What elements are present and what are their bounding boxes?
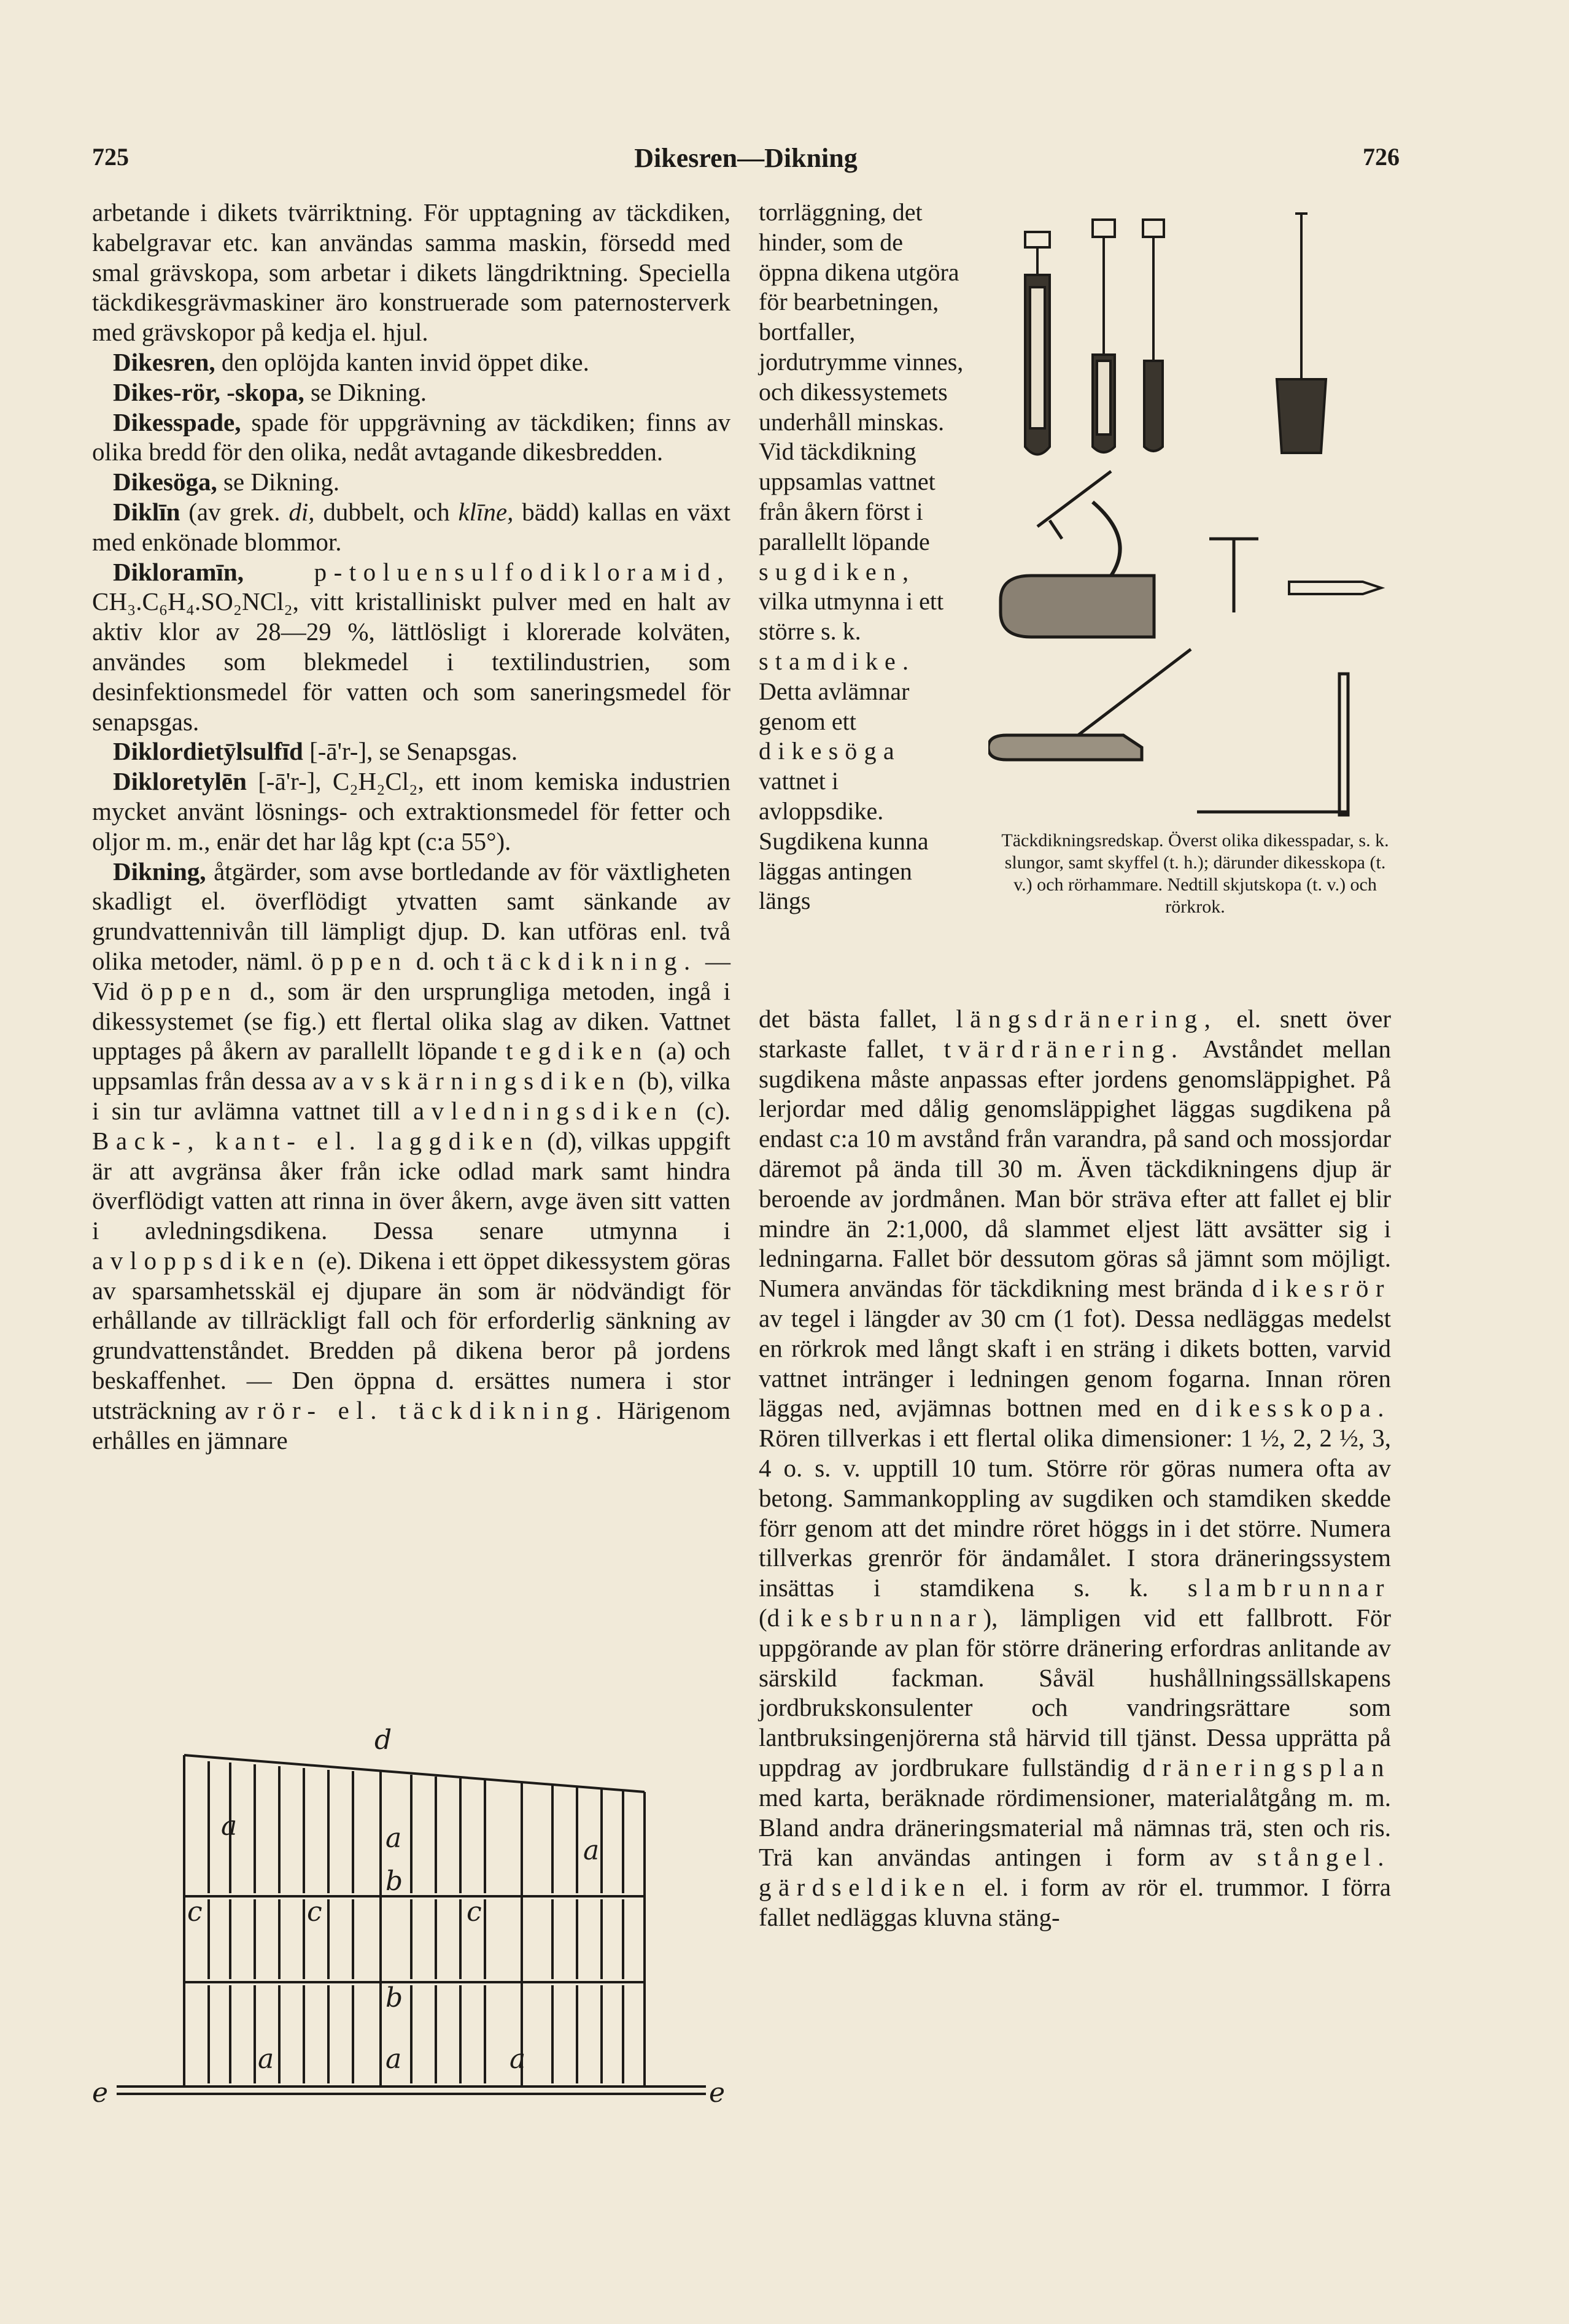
spaced-term: sugdiken,	[759, 557, 916, 585]
spaced-term: täckdikning.	[487, 946, 697, 975]
spaced-term: avloppsdiken	[92, 1246, 311, 1275]
italic-term: klīne,	[458, 497, 514, 526]
label-a: a	[258, 2044, 274, 2075]
page-number-right: 726	[1363, 143, 1400, 171]
label-c: c	[187, 1896, 203, 1928]
spaced-term: öppen	[311, 946, 408, 975]
label-e: e	[709, 2077, 726, 2109]
middle-column	[759, 198, 966, 916]
label-a: a	[385, 1823, 402, 1854]
entry-text: [-ā'r-], C₂H₂Cl₂, ett inom kemiska industrien mycket använt lösnings- och extraktionsmedel för fetter och oljor m. m., enär det har låg kpt (c:a 55°).	[92, 767, 730, 855]
pipe-hammer-icon	[1209, 539, 1258, 612]
entry-dikesspade	[92, 407, 730, 468]
label-c: c	[307, 1896, 322, 1928]
body-text: (	[759, 1603, 767, 1632]
entry-dikning	[92, 857, 730, 1456]
spaced-term: rör- el. täckdikning.	[257, 1396, 609, 1424]
headword: Dikesren,	[113, 347, 215, 376]
pipe-hook-icon	[1289, 582, 1381, 594]
label-e: e	[92, 2077, 109, 2109]
entry-text: se Dikning.	[217, 468, 340, 496]
spaced-term: öppen	[141, 976, 238, 1005]
entry-text: — Vid	[92, 946, 730, 1005]
running-header	[92, 142, 1400, 185]
spaced-term: dikesbrunnar	[767, 1603, 983, 1632]
headword: Dikesöga,	[113, 468, 217, 496]
label-d: d	[374, 1724, 392, 1756]
paragraph-continued	[759, 1004, 1391, 1932]
ditch-scoop-icon	[1001, 471, 1154, 637]
entry-text: (a) och uppsamlas från dessa av	[92, 1037, 730, 1095]
body-text: torrläggning, det hinder, som de öppna dikena utgöra för bearbetningen, bortfaller, jordutrymme vinnes, och dikessystemets underhåll minskas. Vid täckdikning uppsamlas vattnet från åkern först i parallellt löpande	[759, 198, 964, 555]
entry-text: (c).	[683, 1096, 730, 1125]
entry-dikloretylen	[92, 766, 730, 856]
running-title: Dikesren—Dikning	[634, 143, 858, 173]
entry-text: spade för uppgrävning av täckdiken; finns av olika bredd för den olika, nedåt avtagande dikesbredden.	[92, 407, 730, 466]
tegdiken-middle	[209, 1899, 623, 1979]
spaced-term: längsdränering,	[956, 1005, 1218, 1033]
entry-text: d., som är den ursprungliga metoden, ingå i dikessystemet (se fig.) ett flertal olika slag av diken. Vattnet upptages på åkern av parallellt löpande	[92, 976, 730, 1065]
spaced-term: Back-, kant- el. laggdiken	[92, 1126, 540, 1155]
body-text: av tegel i längder av 30 cm (1 fot). Dessa nedläggas medelst en rörkrok med långt skaft i en sträng i dikets botten, varvid vattnet intränger i ledningen genom fogarna. Innan rören läggas ned, avjämnas bottnen med en	[759, 1303, 1391, 1423]
body-text: vilka utmynna i ett större s. k.	[759, 587, 944, 646]
entry-text: (d), vilkas uppgift är att avgränsa åker från icke odlad mark samt hindra överflödigt vatten att rinna in över åkern, avge även sitt vatten i avledningsdikena. Dessa senare utmynna i	[92, 1126, 730, 1245]
entry-diklin	[92, 497, 730, 557]
spade-icon	[1143, 220, 1164, 451]
entry-text: dubbelt, och	[314, 497, 459, 526]
label-a: a	[385, 2044, 402, 2075]
label-a: a	[221, 1810, 238, 1842]
headword: Diklordietȳlsulfīd	[113, 737, 303, 766]
page-number-left: 725	[92, 143, 129, 171]
spaced-term: tegdiken	[506, 1037, 649, 1065]
spade-icon	[1093, 220, 1115, 452]
ditch-system-diagram	[92, 1718, 730, 2160]
headword: Dikes-rör, -skopa,	[113, 377, 304, 406]
entry-text: bädd) kallas en växt med enkönade blommor.	[92, 497, 730, 556]
spaced-term: stamdike.	[759, 647, 916, 675]
label-a: a	[509, 2044, 526, 2075]
entry-text: (e). Dikena i ett öppet dikessystem göras av sparsamhetsskäl ej djupare än som är nödvändigt för erhållande av tillräckligt fall och för erforderlig sänkning av grundvattenståndet. Bredden på dikena beror på jordens beskaffenhet. — Den öppna d. ersättes numera i stor utsträckning av	[92, 1246, 730, 1424]
entry-dikesren	[92, 347, 730, 377]
spaced-term: dikesöga	[759, 737, 901, 765]
pipe-hook-icon	[1197, 674, 1348, 815]
spaced-term: avledningsdiken	[413, 1096, 684, 1125]
headword: Diklīn	[113, 497, 180, 526]
body-text: el. i form av rör el. trummor. I förra fallet nedläggas kluvna stäng-	[759, 1873, 1391, 1931]
tegdiken-top	[209, 1761, 623, 1893]
spaced-term: dikesskopa.	[1195, 1394, 1391, 1423]
spaced-term: slambrunnar	[1187, 1573, 1391, 1602]
entry-text: d. och	[408, 946, 488, 975]
left-column	[92, 198, 730, 1455]
push-scoop-icon	[988, 649, 1191, 760]
label-c: c	[467, 1896, 482, 1928]
right-column	[759, 1004, 1391, 1932]
entry-text: (b), vilka i sin tur avlämna vattnet till	[92, 1067, 730, 1125]
entry-dikesoga	[92, 467, 730, 497]
headword: Dikloretylēn	[113, 767, 247, 796]
body-text: vattnet i avloppsdike. Sugdikena kunna läggas antingen längs	[759, 767, 929, 915]
spaced-term: dräneringsplan	[1142, 1753, 1391, 1782]
entry-text: se Dikning.	[304, 377, 427, 406]
body-text: ), lämpligen vid ett fallbrott. För uppgörande av plan för större dränering erfordras anlitande av särskild fackman. Såväl hushållningssällskapens jordbrukskonsulenter och vandringsrättare som lantbruksingenjörerna stå härvid till tjänst. Dessa upprätta på uppdrag av jordbrukare fullständig	[759, 1603, 1391, 1782]
label-b: b	[385, 1982, 403, 2013]
entry-dikes-ror	[92, 377, 730, 407]
headword: Dikesspade,	[113, 407, 241, 436]
paragraph-continued	[759, 198, 966, 916]
body-text: med karta, beräknade rördimensioner, materialåtgång m. m. Bland andra dräneringsmaterial må nämnas trä, sten och ris. Trä kan användas antingen i form av	[759, 1783, 1391, 1872]
spade-icon	[1025, 232, 1050, 455]
tools-figure	[988, 207, 1406, 821]
paragraph-continued: arbetande i dikets tvärriktning. För upptagning av täckdiken, kabelgravar etc. kan användas samma maskin, försedd med smal grävskopa, som arbetar i dikets längdriktning. Speciella täckdikesgrävmaskiner äro konstruerade som paternosterverk med grävskopor på kedja el. hjul.	[92, 198, 730, 347]
entry-dikloramin	[92, 557, 730, 737]
label-b: b	[385, 1866, 403, 1897]
entry-text: CH₃.C₆H₄.SO₂NCl₂, vitt kristalliniskt pulver med en halt av aktiv klor av 28—29 %, lättlösligt i klorerade kolväten, användes som blekmedel i textilindustrien, som desinfektionsmedel för vatten och som saneringsmedel för senapsgas.	[92, 587, 730, 736]
label-a: a	[583, 1835, 600, 1866]
figure-caption: Täckdikningsredskap. Överst olika dikesspadar, s. k. slungor, samt skyffel (t. h.); därunder dikesskopa (t. v.) och rörhammare. Nedtill skjutskopa (t. v.) och rörkrok.	[1001, 830, 1389, 917]
entry-text: åtgärder, som avse bortledande av för växtligheten skadligt el. överflödigt ytvatten samt sänkande av grundvattennivån till lämpligt djup. D. kan utföras enl. två olika metoder, näml.	[92, 857, 730, 975]
body-text: Avståndet mellan sugdikena måste anpassas efter jordens genomsläppighet. På lerjordar med dålig genomsläppighet läggas sugdikena på endast c:a 10 m avstånd från varandra, på sand och mossjordar däremot på ända till 30 m. Även täckdikningens djup är beroende av jordmånen. Man bör sträva efter att fallet ej blir mindre än 2:1,000, då slammet eljest lätt avsätter sig i ledningarna. Fallet bör dessutom göras så jämnt som möjligt. Numera användas för täckdikning mest brända	[759, 1034, 1391, 1303]
italic-term: di,	[289, 497, 315, 526]
spaced-term: avskärningsdiken	[343, 1067, 632, 1095]
entry-text: den oplöjda kanten invid öppet dike.	[215, 347, 589, 376]
headword: Dikloramīn,	[113, 557, 244, 586]
body-text: Rören tillverkas i ett flertal olika dimensioner: 1 ½, 2, 2 ½, 3, 4 o. s. v. upptill 10 tum. Större rör göras numera ofta av betong. Sammankoppling av sugdiken och stamdiken skedde förr genom att det mindre röret höggs in i det större. Numera tillverkas grenrör för ändamålet. I stora dräneringssystem insättas i stamdikena s. k.	[759, 1424, 1391, 1602]
entry-text: (av grek.	[180, 497, 289, 526]
entry-text: Härigenom erhålles en jämnare	[92, 1396, 730, 1454]
headword: Dikning,	[113, 857, 206, 886]
spaced-term: tvärdränering.	[943, 1034, 1185, 1063]
body-text: Detta avlämnar genom ett	[759, 677, 910, 735]
spaced-term: p-toluensulfodiklorамid,	[244, 557, 730, 586]
entry-text: [-ā'r-], se Senapsgas.	[303, 737, 518, 766]
entry-diklordietylsulfid	[92, 736, 730, 766]
spaced-term: dikesrör	[1252, 1274, 1391, 1303]
body-text: el. snett över starkaste fallet,	[759, 1005, 1391, 1063]
shovel-icon	[1277, 214, 1326, 453]
spaced-term: stångel. gärdseldiken	[759, 1843, 1391, 1902]
body-text: det bästa fallet,	[759, 1005, 956, 1033]
